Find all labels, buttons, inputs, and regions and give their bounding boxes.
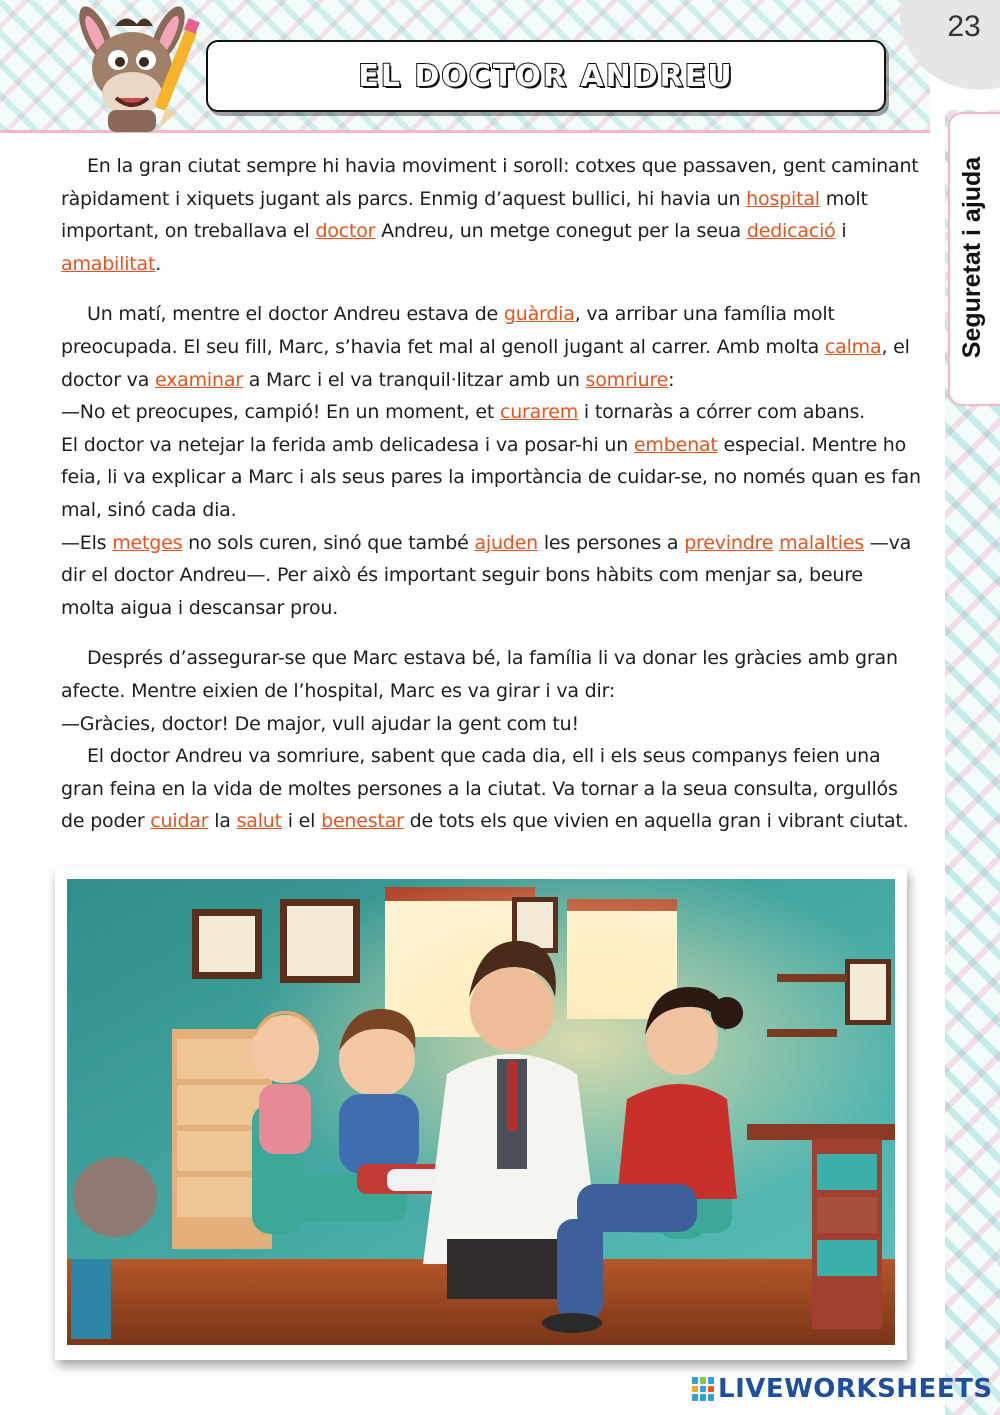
logo-text: LIVEWORKSHEETS — [718, 1374, 993, 1404]
keyword: examinar — [154, 368, 243, 391]
page-number: 23 — [947, 10, 981, 43]
story-text — [61, 150, 921, 838]
keyword: doctor — [315, 220, 376, 243]
paragraph-6: Després d’assegurar-se que Marc estava bé, la família li va donar les gràcies amb gran afecte. Mentre eixien de l’hospital, Marc es va girar i va dir: — [61, 647, 898, 702]
page-title: EL DOCTOR ANDREU — [358, 58, 734, 94]
keyword: benestar — [321, 810, 404, 833]
keyword: calma — [824, 335, 882, 358]
paragraph-3: —No et preocupes, campió! En un moment, et curarem i tornaràs a córrer com abans. — [61, 401, 865, 424]
section-title: Seguretat i ajuda — [958, 156, 987, 358]
keyword: salut — [236, 810, 282, 833]
liveworksheets-logo[interactable] — [692, 1374, 993, 1404]
keyword: embenat — [633, 433, 718, 456]
keyword: metges — [112, 531, 183, 554]
illustration-frame — [55, 867, 907, 1360]
keyword: curarem — [499, 401, 579, 424]
keyword: somriure — [585, 368, 669, 391]
donkey-mascot-icon — [50, 6, 220, 134]
paragraph-7: —Gràcies, doctor! De major, vull ajudar la gent com tu! — [61, 712, 579, 735]
keyword: amabilitat — [61, 252, 156, 275]
paragraph-4: El doctor va netejar la ferida amb delicadesa i va posar-hi un embenat especial. Mentre ho feia, li va explicar a Marc i als seus pares la importància de cuidar-se, no només quan es fan mal, sinó cada dia. — [61, 433, 921, 521]
paragraph-5: —Els metges no sols curen, sinó que també ajuden les persones a previndre malalties —va dir el doctor Andreu—. Per això és important seguir bons hàbits com menjar sa, beure molta aigua i descansar prou. — [61, 531, 912, 619]
keyword: previndre — [684, 531, 774, 554]
keyword: malalties — [779, 531, 864, 554]
keyword: dedicació — [746, 220, 836, 243]
liveworksheets-logo-icon — [692, 1377, 714, 1401]
doctor-clinic-illustration — [67, 879, 895, 1345]
keyword: hospital — [746, 187, 820, 210]
title-box — [206, 40, 886, 112]
keyword: cuidar — [150, 810, 209, 833]
keyword: ajuden — [474, 531, 538, 554]
keyword: guàrdia — [503, 303, 575, 326]
paragraph-8: El doctor Andreu va somriure, sabent que cada dia, ell i els seus companys feien una gran feina en la vida de moltes persones a la ciutat. Va tornar a la seua consulta, orgullós de poder cuidar la salut i el benestar de tots els que vivien en aquella gran i vibrant ciutat. — [61, 745, 909, 833]
paragraph-2: Un matí, mentre el doctor Andreu estava de guàrdia, va arribar una família molt preocupada. El seu fill, Marc, s’havia fet mal al genoll jugant al carrer. Amb molta calma, el doctor va examinar a Marc i el va tranquil·litzar amb un somriure: — [61, 303, 910, 391]
paragraph-1: En la gran ciutat sempre hi havia moviment i soroll: cotxes que passaven, gent caminant ràpidament i xiquets jugant als parcs. Enmig d’aquest bullici, hi havia un hospital molt important, on treballava el doctor Andreu, un metge conegut per la seua dedicació i amabilitat. — [61, 155, 919, 275]
